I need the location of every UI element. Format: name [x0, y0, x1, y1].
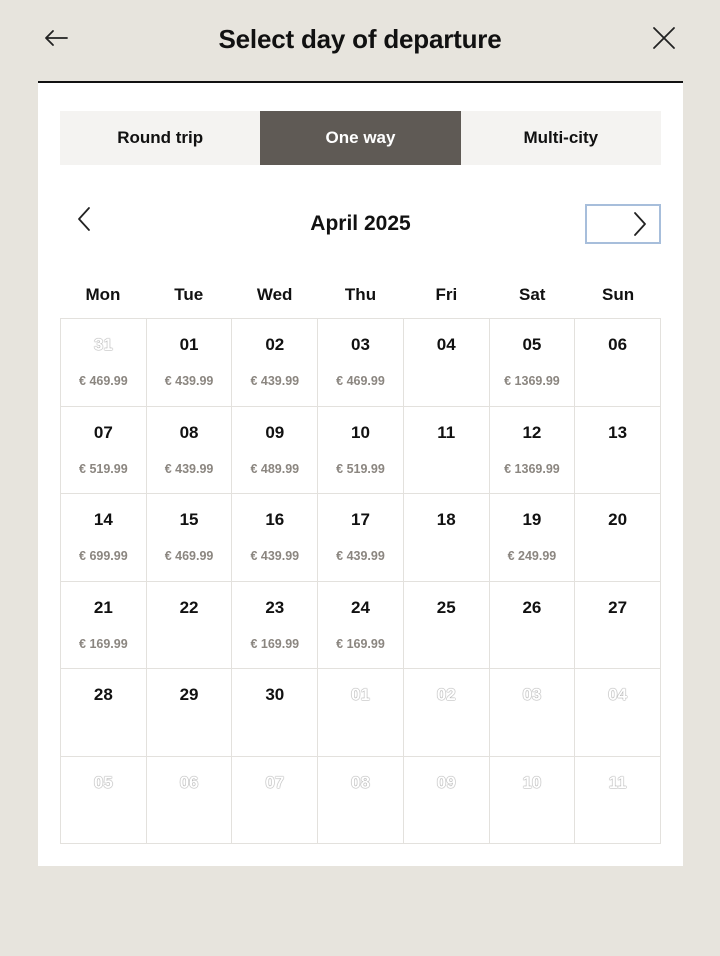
day-number: 30: [265, 685, 285, 704]
day-price: € 469.99: [164, 549, 214, 563]
calendar-day-cell[interactable]: [232, 582, 318, 670]
calendar-day-cell[interactable]: [147, 494, 233, 582]
day-number: 23: [265, 597, 285, 617]
next-month-button[interactable]: [585, 204, 661, 244]
close-button[interactable]: [648, 22, 680, 54]
day-price: € 439.99: [164, 461, 214, 476]
calendar-day-cell[interactable]: [61, 669, 147, 757]
calendar-day-cell[interactable]: [575, 319, 661, 407]
weekday-label: Sat: [518, 285, 546, 304]
day-price: € 699.99: [79, 549, 128, 563]
calendar-day-cell[interactable]: [490, 319, 576, 407]
weekday-header: [60, 285, 661, 309]
day-price: € 169.99: [336, 636, 385, 651]
day-number: 14: [93, 510, 113, 529]
calendar-day-cell[interactable]: [575, 494, 661, 582]
calendar-day-cell[interactable]: [575, 407, 661, 495]
day-number: 21: [93, 597, 113, 617]
day-number: 01: [351, 685, 370, 704]
day-price: € 439.99: [336, 549, 385, 563]
calendar-day-cell: [575, 757, 661, 845]
calendar-panel: [38, 83, 683, 866]
day-number: 31: [93, 335, 113, 354]
chevron-right-icon: [633, 211, 647, 237]
day-number: 22: [179, 597, 199, 617]
calendar-day-cell: [232, 757, 318, 845]
calendar-day-cell[interactable]: [147, 669, 233, 757]
weekday-label: Wed: [256, 285, 293, 304]
day-number: 08: [179, 422, 199, 442]
day-price: € 249.99: [507, 549, 557, 563]
day-number: 27: [608, 597, 628, 617]
calendar-day-cell[interactable]: [147, 319, 233, 407]
day-number: 19: [522, 510, 542, 529]
header: [0, 0, 720, 82]
calendar-day-cell[interactable]: [147, 407, 233, 495]
month-navigation: [60, 193, 661, 245]
day-price: € 519.99: [336, 461, 385, 476]
day-number: 11: [437, 422, 456, 442]
calendar-day-cell[interactable]: [232, 319, 318, 407]
calendar-day-cell: [575, 669, 661, 757]
calendar-day-cell[interactable]: [318, 494, 404, 582]
calendar-day-cell[interactable]: [490, 582, 576, 670]
month-label: April 2025: [310, 212, 411, 235]
day-number: 29: [179, 685, 199, 704]
day-number: 26: [522, 597, 542, 617]
day-price: € 169.99: [79, 636, 128, 651]
weekday-label: Tue: [174, 285, 204, 304]
calendar-day-cell[interactable]: [575, 582, 661, 670]
day-number: 12: [522, 422, 542, 442]
calendar-day-cell: [61, 757, 147, 845]
day-number: 25: [436, 597, 456, 617]
day-number: 02: [265, 335, 285, 354]
calendar-day-cell: [490, 757, 576, 845]
day-number: 09: [436, 772, 456, 792]
tab-round-trip[interactable]: Round trip: [117, 128, 204, 147]
day-number: 17: [351, 510, 370, 529]
calendar-grid: [60, 318, 661, 844]
day-number: 08: [351, 772, 370, 792]
close-icon: [652, 26, 676, 50]
weekday-label: Mon: [85, 285, 121, 304]
day-number: 18: [436, 510, 456, 529]
calendar-day-cell[interactable]: [232, 407, 318, 495]
day-number: 07: [265, 772, 285, 792]
day-price: € 469.99: [79, 374, 128, 388]
day-number: 28: [93, 685, 113, 704]
day-number: 13: [608, 422, 628, 442]
day-number: 03: [522, 685, 542, 704]
day-number: 10: [522, 772, 542, 792]
day-price: € 439.99: [250, 549, 300, 563]
weekday-label: Fri: [435, 285, 458, 304]
calendar-day-cell: [147, 757, 233, 845]
tab-multi-city[interactable]: Multi-city: [523, 128, 599, 147]
calendar-day-cell: [490, 669, 576, 757]
day-number: 07: [93, 422, 113, 442]
weekday-label: Thu: [344, 285, 377, 304]
calendar-day-cell: [61, 319, 147, 407]
day-price: € 439.99: [250, 374, 300, 388]
day-number: 04: [608, 685, 628, 704]
calendar-day-cell: [404, 669, 490, 757]
calendar-day-cell: [318, 757, 404, 845]
calendar-day-cell[interactable]: [404, 494, 490, 582]
day-number: 10: [351, 422, 370, 442]
day-number: 15: [179, 510, 199, 529]
calendar-day-cell[interactable]: [318, 582, 404, 670]
calendar-day-cell[interactable]: [404, 582, 490, 670]
calendar-day-cell[interactable]: [318, 319, 404, 407]
day-number: 05: [522, 335, 542, 354]
day-number: 20: [608, 510, 628, 529]
calendar-day-cell: [318, 669, 404, 757]
day-number: 05: [93, 772, 113, 792]
day-number: 24: [351, 597, 370, 617]
calendar-day-cell: [404, 757, 490, 845]
day-number: 02: [436, 685, 456, 704]
day-price: € 1369.99: [504, 374, 560, 388]
calendar-day-cell[interactable]: [404, 319, 490, 407]
day-number: 04: [436, 335, 456, 354]
calendar-day-cell[interactable]: [490, 407, 576, 495]
day-number: 11: [608, 772, 627, 792]
calendar-day-cell[interactable]: [232, 669, 318, 757]
day-number: 09: [265, 422, 285, 442]
calendar-day-cell[interactable]: [61, 407, 147, 495]
calendar-day-cell[interactable]: [490, 494, 576, 582]
day-number: 16: [265, 510, 285, 529]
calendar-day-cell[interactable]: [232, 494, 318, 582]
day-number: 01: [179, 335, 199, 354]
calendar-day-cell[interactable]: [404, 407, 490, 495]
day-number: 06: [179, 772, 199, 792]
day-price: € 469.99: [336, 374, 385, 388]
day-price: € 169.99: [250, 636, 300, 651]
calendar-day-cell[interactable]: [61, 582, 147, 670]
calendar-day-cell[interactable]: [61, 494, 147, 582]
page-title: Select day of departure: [218, 24, 502, 54]
day-price: € 439.99: [164, 374, 214, 388]
calendar-day-cell[interactable]: [147, 582, 233, 670]
day-price: € 519.99: [79, 461, 128, 476]
day-number: 06: [608, 335, 628, 354]
calendar-day-cell[interactable]: [318, 407, 404, 495]
weekday-label: Sun: [602, 285, 635, 304]
day-price: € 1369.99: [504, 461, 560, 476]
tab-one-way[interactable]: One way: [260, 111, 460, 165]
trip-type-tabs: [60, 111, 661, 165]
day-number: 03: [351, 335, 370, 354]
day-price: € 489.99: [250, 461, 300, 476]
